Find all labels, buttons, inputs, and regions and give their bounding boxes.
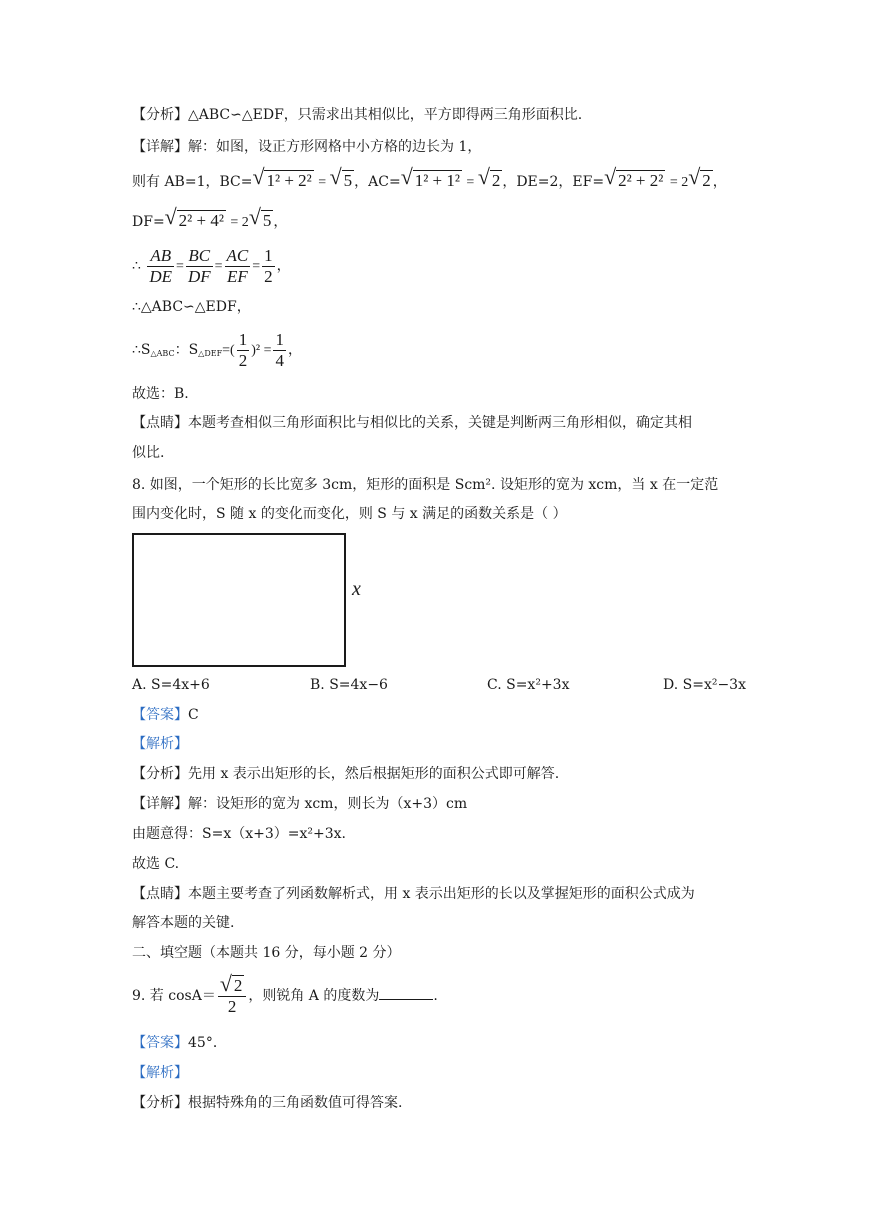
denominator: DE [149,266,173,286]
explain-8-line [132,735,188,753]
comma: ， [273,214,288,230]
denominator: 2 [238,350,248,370]
analysis-8-text: 先用 x 表示出矩形的长，然后根据矩形的面积公式即可解答. [188,766,560,782]
fraction-ab-de [147,246,174,287]
analysis-line-7 [132,106,582,124]
eq-open: =( [222,343,235,358]
eq-bc: = [318,175,330,190]
detail-line-7 [132,138,481,156]
choose-c-text: 故选 C. [132,856,180,872]
numerator: AC [226,245,249,265]
derive-8-line [132,825,346,843]
comment-text: 本题考查相似三角形面积比与相似比的关系，关键是判断两三角形相似，确定其相 [188,415,692,431]
option-d: D. S=x²−3x [663,677,746,693]
rectangle-width-label: x [352,578,361,600]
answer-9-text: 45°． [188,1035,227,1051]
comment-line-7b [132,444,164,462]
text-de-ef: ，DE=2，EF= [502,174,605,190]
section-2-text: 二、填空题（本题共 16 分，每小题 2 分） [132,945,401,961]
question-8-text-cont: 围内变化时，S 随 x 的变化而变化，则 S 与 x 满足的函数关系是（ ） [132,506,567,522]
fraction-one-half [262,246,275,287]
radicand-df: 2² + 4² [178,211,224,230]
comment-8-line2 [132,914,234,932]
detail-8-text: 解：设矩形的宽为 xcm，则长为（x+3）cm [188,796,468,812]
fraction-ac-ef [225,246,251,287]
numerator: BC [186,246,213,267]
tag-analysis: 【分析】 [132,766,188,782]
similar-line [132,298,251,316]
tag-detail: 【详解】 [132,139,188,155]
comma: ， [287,342,302,358]
equals: = [252,259,261,274]
df-line [132,204,288,236]
sqrt-2b: √ 2 [688,164,711,190]
radicand-ef: 2² + 2² [618,171,664,190]
answer-9-line [132,1034,227,1052]
text-ac: ，AC= [354,174,401,190]
choose-c-line [132,855,179,873]
sqrt-5: √ 5 [329,164,353,190]
denominator: 2 [227,997,237,1016]
subscript-def: △DEF [198,349,223,358]
numerator: AB [147,246,174,267]
equals: = [176,259,184,274]
answer-blank [379,987,433,1000]
tag-comment: 【点睛】 [132,886,188,902]
question-9-prefix: 9. 若 cosA＝ [132,988,216,1004]
numerator: 1 [264,245,273,265]
fraction-sqrt2-over-2 [218,971,247,1017]
text-df: DF= [132,214,165,230]
sqrt-5b: √ 5 [248,204,272,230]
eq-df: = 2 [230,215,249,230]
option-a: A. S=4x+6 [132,677,210,693]
fraction-bc-df [186,246,213,287]
explain-9-line [132,1064,188,1082]
tag-comment: 【点睛】 [132,415,188,431]
choose-b-text: 故选：B. [132,386,189,402]
comment-line-7 [132,414,692,432]
comment-8-line [132,885,695,903]
sqrt-2c: √ 2 [219,971,243,996]
tag-analysis: 【分析】 [132,107,188,123]
derive-8-text: 由题意得：S=x（x+3）=x²+3x. [132,826,346,842]
area-s: ∴S [132,342,151,358]
question-8-text: 8. 如图，一个矩形的长比宽多 3cm，矩形的面积是 Scm². 设矩形的宽为 xcm，当 x 在一定范 [132,477,719,493]
denominator: EF [227,266,248,286]
radicand-ac: 1² + 1² [414,171,460,190]
fraction-half [237,330,250,371]
period: . [433,988,438,1004]
radicand-5b: 5 [262,211,272,230]
numerator [218,971,247,997]
sqrt-bc: √ 1² + 2² [252,164,312,190]
analysis-9-line [132,1094,402,1112]
sqrt-ef: √ 2² + 2² [604,164,664,190]
choose-b-line [132,385,189,403]
option-c: C. S=x²+3x [487,677,570,693]
numerator: 1 [238,329,248,349]
rectangle-figure [132,533,346,667]
detail-8-line [132,795,467,813]
subscript-abc: △ABC [150,349,175,358]
answer-8-line [132,706,199,724]
section-2-heading [132,944,401,962]
tag-analysis: 【分析】 [132,1095,188,1111]
tag-explain: 【解析】 [132,736,188,752]
comma: ， [276,258,291,274]
question-9-suffix: ，则锐角 A 的度数为 [248,988,380,1004]
sqrt-2: √ 2 [477,164,501,190]
comment-8-text-cont: 解答本题的关键. [132,915,235,931]
analysis-9-text: 根据特殊角的三角函数值可得答案. [188,1095,403,1111]
comma: ， [712,174,727,190]
question-8-line2 [132,505,567,523]
side-lengths-line [132,164,727,196]
analysis-text: △ABC∽△EDF，只需求出其相似比，平方即得两三角形面积比. [188,107,583,123]
sqrt-df: √ 2² + 4² [164,204,224,230]
analysis-8-line [132,765,559,783]
equals: = [214,259,223,274]
eq-ac: = [466,175,478,190]
fraction-quarter [273,330,286,371]
comment-text-cont: 似比. [132,445,165,461]
detail-text: 解：如图，设正方形网格中小方格的边长为 1， [188,139,482,155]
option-b: B. S=4x−6 [310,677,388,693]
answer-8-text: C [188,707,199,723]
area-colon: ：S [174,342,199,358]
tag-answer: 【答案】 [132,1035,188,1051]
area-ratio-line [132,328,302,376]
text-ab-bc: 则有 AB=1，BC= [132,174,253,190]
therefore-symbol: ∴ [132,258,141,274]
radicand-2: 2 [491,171,501,190]
ratio-line [132,244,291,289]
denominator: 4 [275,350,284,370]
denominator: 2 [264,266,273,286]
eq-ef: = 2 [669,175,689,190]
sqrt-ac: √ 1² + 1² [400,164,460,190]
denominator: DF [187,266,211,286]
numerator: 1 [275,329,284,349]
radicand-5: 5 [343,171,353,190]
similar-text: ∴△ABC∽△EDF， [132,299,251,315]
radicand-2b: 2 [702,171,711,190]
tag-explain: 【解析】 [132,1065,188,1081]
radicand-2c: 2 [233,976,243,995]
comment-8-text: 本题主要考查了列函数解析式，用 x 表示出矩形的长以及掌握矩形的面积公式成为 [188,886,695,902]
tag-answer: 【答案】 [132,707,188,723]
radicand-bc: 1² + 2² [266,171,312,190]
question-8-line1 [132,476,718,494]
question-9-line [132,971,438,1018]
tag-detail: 【详解】 [132,796,188,812]
power-eq: )² = [251,343,272,358]
